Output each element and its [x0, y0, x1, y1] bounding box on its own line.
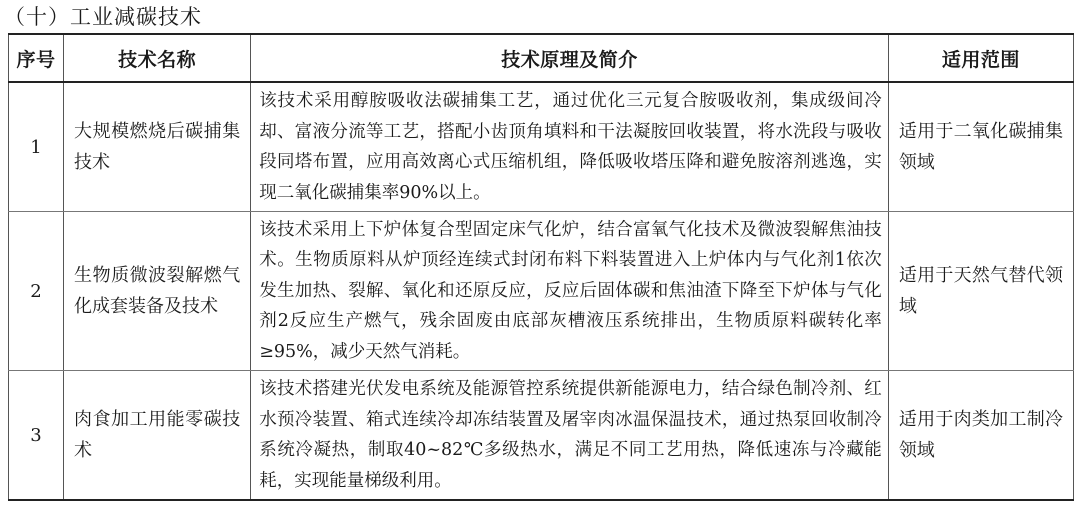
header-serial-number: 序号 [9, 34, 64, 82]
row-tech-description: 该技术采用醇胺吸收法碳捕集工艺，通过优化三元复合胺吸收剂，集成级间冷却、富液分流等工艺，搭配小齿顶角填料和干法凝胺回收装置，将水洗段与吸收段同塔布置，应用高效离心式压缩机组，降低吸收塔压降和避免胺溶剂逃逸，实现二氧化碳捕集率90%以上。 [251, 82, 889, 212]
table-header-row [9, 34, 1074, 82]
row-tech-name: 肉食加工用能零碳技术 [64, 371, 251, 501]
table-row [9, 82, 1074, 212]
header-tech-principle: 技术原理及简介 [251, 34, 889, 82]
row-tech-name: 生物质微波裂解燃气化成套装备及技术 [64, 212, 251, 371]
header-tech-name: 技术名称 [64, 34, 251, 82]
row-application-scope: 适用于肉类加工制冷领域 [888, 371, 1073, 501]
table-row [9, 212, 1074, 371]
row-number: 2 [9, 212, 64, 371]
row-tech-name: 大规模燃烧后碳捕集技术 [64, 82, 251, 212]
row-tech-description: 该技术采用上下炉体复合型固定床气化炉，结合富氧气化技术及微波裂解焦油技术。生物质原料从炉顶经连续式封闭布料下料装置进入上炉体内与气化剂1依次发生加热、裂解、氧化和还原反应，反应后固体碳和焦油渣下降至下炉体与气化剂2反应生产燃气，残余固废由底部灰槽液压系统排出，生物质原料碳转化率≥95%，减少天然气消耗。 [251, 212, 889, 371]
header-application-scope: 适用范围 [888, 34, 1073, 82]
row-number: 3 [9, 371, 64, 501]
row-application-scope: 适用于二氧化碳捕集领域 [888, 82, 1073, 212]
row-number: 1 [9, 82, 64, 212]
row-application-scope: 适用于天然气替代领域 [888, 212, 1073, 371]
table-row [9, 371, 1074, 501]
section-title: （十）工业减碳技术 [4, 5, 202, 29]
technology-table [8, 33, 1074, 501]
row-tech-description: 该技术搭建光伏发电系统及能源管控系统提供新能源电力，结合绿色制冷剂、红水预冷装置、箱式连续冷却冻结装置及屠宰肉冰温保温技术，通过热泵回收制冷系统冷凝热，制取40~82℃多级热水，满足不同工艺用热，降低速冻与冷藏能耗，实现能量梯级利用。 [251, 371, 889, 501]
